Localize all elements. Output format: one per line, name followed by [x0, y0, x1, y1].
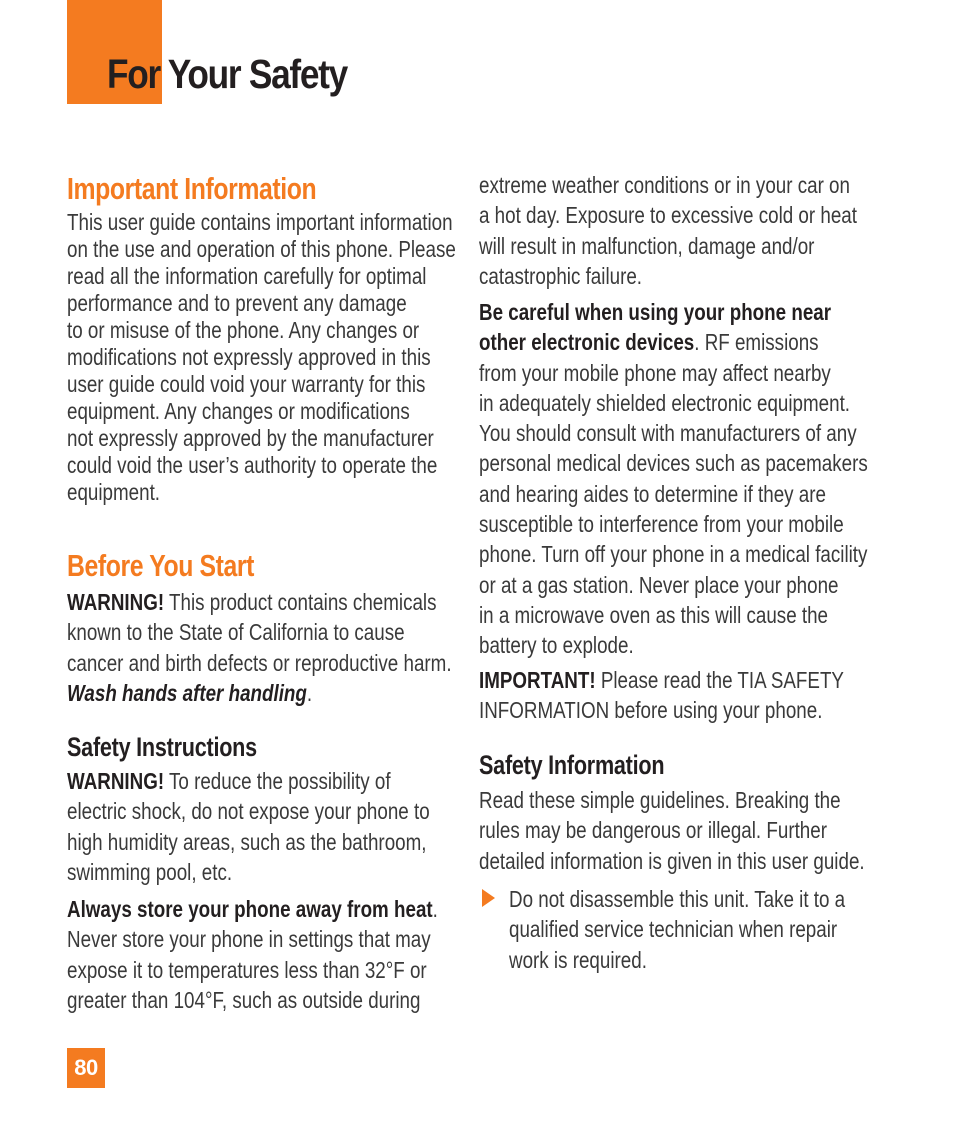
text-line: Read these simple guidelines. Breaking the [479, 787, 841, 813]
continued-text [479, 170, 857, 291]
text-line [67, 678, 452, 708]
text-line: to or misuse of the phone. Any changes or [67, 317, 420, 343]
safety-instructions-text [67, 766, 430, 887]
safety-information-text [479, 785, 865, 876]
text-line: cancer and birth defects or reproductive harm. [67, 649, 452, 676]
text-line: read all the information carefully for optimal [67, 263, 427, 289]
text-line: swimming pool, etc. [67, 858, 233, 885]
triangle-right-icon [482, 889, 495, 907]
page-title: For Your Safety [107, 51, 347, 97]
text-line: Do not disassemble this unit. Take it to a [509, 886, 846, 912]
text-fragment: . [306, 679, 313, 706]
warning-label: WARNING! [67, 589, 165, 615]
important-notice-text [479, 665, 844, 726]
text-line: user guide could void your warranty for this [67, 371, 426, 397]
text-line: work is required. [509, 946, 647, 973]
text-fragment: To reduce the possibility of [164, 768, 391, 794]
important-information-text [67, 209, 456, 506]
text-line [67, 587, 452, 617]
text-line: equipment. [67, 479, 161, 505]
page-number-badge [67, 1048, 105, 1088]
text-line: battery to explode. [479, 632, 634, 659]
heat-warning-label: Always store your phone away from heat [67, 896, 433, 922]
text-line: performance and to prevent any damage [67, 290, 407, 316]
text-line: expose it to temperatures less than 32°F or [67, 956, 427, 983]
text-line: not expressly approved by the manufacturer [67, 425, 434, 451]
heat-warning-text [67, 894, 438, 1015]
text-line: in adequately shielded electronic equipment. [479, 389, 851, 416]
before-you-start-heading: Before You Start [67, 548, 254, 583]
text-line [479, 327, 868, 357]
text-line: equipment. Any changes or modifications [67, 398, 410, 424]
safety-information-heading: Safety Information [479, 750, 665, 780]
text-line: could void the user’s authority to operate the [67, 452, 438, 478]
text-line: a hot day. Exposure to excessive cold or heat [479, 202, 857, 229]
important-information-heading: Important Information [67, 171, 317, 206]
text-line: Never store your phone in settings that may [67, 926, 431, 953]
text-fragment: . [432, 896, 438, 922]
text-line: personal medical devices such as pacemakers [479, 450, 868, 477]
text-line: qualified service technician when repair [509, 916, 838, 943]
text-line: high humidity areas, such as the bathroom, [67, 828, 427, 855]
text-line: on the use and operation of this phone. Please [67, 236, 456, 262]
text-line: from your mobile phone may affect nearby [479, 359, 831, 386]
text-line: extreme weather conditions or in your car on [479, 172, 850, 198]
text-fragment: This product contains chemicals [164, 589, 437, 615]
text-line: modifications not expressly approved in this [67, 344, 431, 370]
text-line: in a microwave oven as this will cause the [479, 601, 829, 628]
text-line: You should consult with manufacturers of any [479, 420, 857, 447]
text-line: known to the State of California to cause [67, 619, 405, 646]
text-line: will result in malfunction, damage and/or [479, 232, 815, 259]
text-fragment: Please read the TIA SAFETY [595, 667, 844, 693]
warning-label: WARNING! [67, 768, 165, 794]
text-line: INFORMATION before using your phone. [479, 697, 823, 724]
text-line: detailed information is given in this user guide. [479, 847, 865, 874]
text-line: or at a gas station. Never place your phone [479, 571, 839, 598]
text-line: electric shock, do not expose your phone to [67, 798, 430, 825]
wash-hands-note: Wash hands after handling [67, 679, 307, 706]
text-line [67, 766, 430, 796]
bullet-text [509, 884, 845, 975]
text-line: This user guide contains important information [67, 209, 453, 235]
bold-fragment: other electronic devices [479, 329, 695, 356]
text-line [479, 665, 844, 695]
text-line: Be careful when using your phone near [479, 299, 832, 325]
page-number: 80 [74, 1055, 98, 1080]
electronic-devices-text [479, 297, 868, 661]
text-line: susceptible to interference from your mobile [479, 511, 844, 538]
text-line: and hearing aides to determine if they are [479, 480, 826, 507]
text-line: greater than 104°F, such as outside during [67, 986, 421, 1013]
text-line [67, 894, 438, 924]
text-line: phone. Turn off your phone in a medical facility [479, 541, 868, 568]
important-label: IMPORTANT! [479, 667, 596, 693]
safety-instructions-heading: Safety Instructions [67, 732, 257, 762]
before-you-start-text [67, 587, 452, 708]
text-line: rules may be dangerous or illegal. Further [479, 817, 827, 844]
text-fragment: . RF emissions [694, 329, 819, 356]
text-line: catastrophic failure. [479, 262, 643, 289]
